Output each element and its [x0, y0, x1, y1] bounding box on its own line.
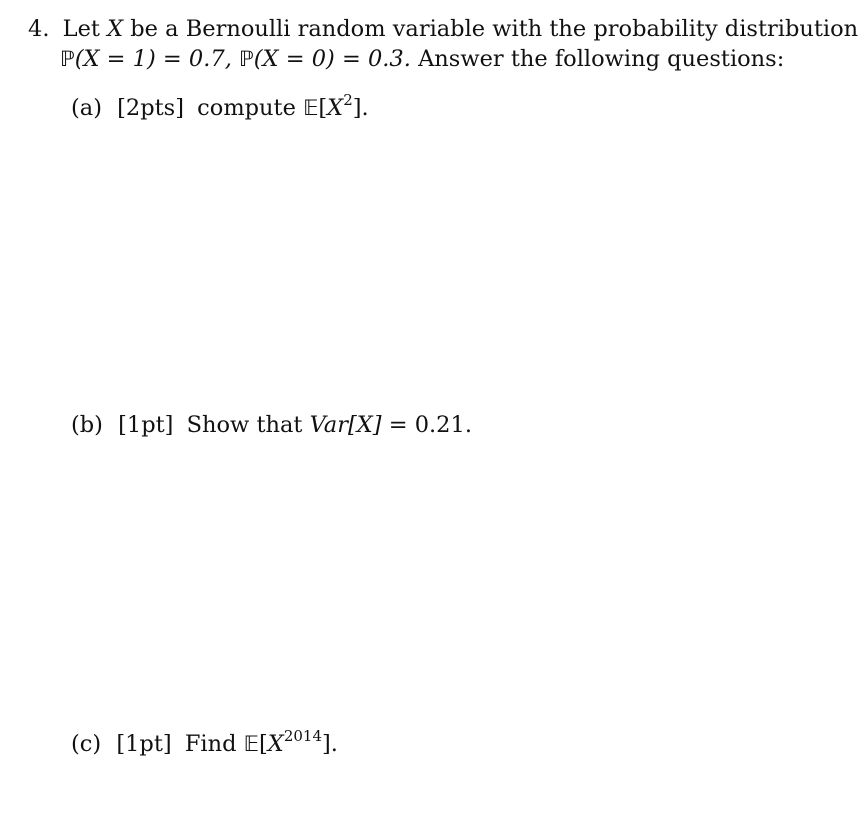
problem-statement-line-1 — [28, 14, 858, 44]
part-a-text: compute — [197, 95, 296, 121]
part-a-close-bracket: ]. — [352, 95, 369, 121]
expectation-symbol-c: 𝔼 — [243, 732, 259, 756]
distribution-value-1: (X = 1) = 0.7, — [74, 46, 240, 72]
variance-symbol: Var — [309, 412, 348, 438]
part-b-text: Show that — [186, 412, 303, 438]
part-c-exponent: 2014 — [283, 726, 322, 745]
distribution-value-2: (X = 0) = 0.3. — [253, 46, 411, 72]
part-a-label: (a) — [71, 95, 102, 121]
part-b-label: (b) — [71, 412, 103, 438]
part-c-close-bracket: ]. — [322, 731, 338, 757]
part-a-points: [2pts] — [117, 95, 185, 121]
problem-instruction: Answer the following questions: — [418, 46, 785, 72]
problem-statement-line-2 — [28, 44, 858, 74]
part-c-variable: X — [267, 731, 284, 757]
problem-intro-rest: be a Bernoulli random variable with the probability distribution — [130, 16, 859, 42]
problem-number: 4. — [28, 16, 50, 42]
part-c-open-bracket: [ — [259, 731, 268, 757]
part-c-text: Find — [184, 731, 237, 757]
question-part-c — [71, 726, 338, 759]
problem-4 — [28, 14, 858, 74]
part-a-open-bracket: [ — [318, 95, 328, 121]
part-a-variable: X — [327, 95, 344, 121]
part-b-result: = 0.21. — [381, 412, 472, 438]
part-a-exponent: 2 — [343, 90, 353, 109]
probability-symbol-1: ℙ — [60, 47, 75, 71]
random-variable: X — [107, 16, 124, 42]
part-c-points: [1pt] — [116, 731, 172, 757]
probability-symbol-2: ℙ — [239, 47, 254, 71]
question-part-a — [71, 90, 369, 123]
problem-intro-text: Let — [62, 16, 100, 42]
part-b-points: [1pt] — [118, 412, 174, 438]
part-b-bracket: [X] — [347, 412, 382, 438]
question-part-b — [71, 410, 472, 440]
expectation-symbol-a: 𝔼 — [303, 96, 319, 120]
part-c-label: (c) — [71, 731, 102, 757]
